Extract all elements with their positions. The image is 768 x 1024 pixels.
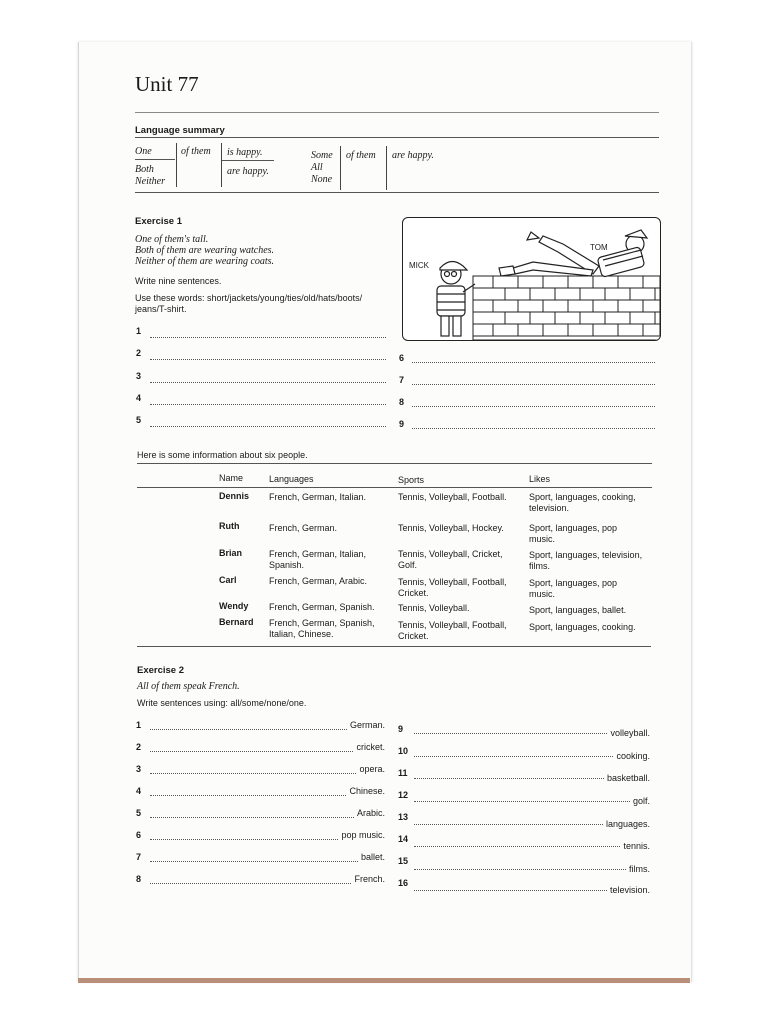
answer-line[interactable] [414, 756, 613, 757]
answer-number: 14 [398, 834, 409, 844]
cell-languages: French, German, Spanish. [269, 602, 375, 612]
summary-mini-rule [135, 159, 175, 160]
answer-line[interactable] [150, 795, 346, 796]
exercise1-instruction: Write nine sentences. [135, 276, 222, 286]
answer-end-word: pop music. [341, 830, 385, 840]
cell-likes: Sport, languages, ballet. [529, 605, 627, 615]
answer-end-word: television. [609, 885, 650, 895]
summary-neither: Neither [135, 176, 165, 187]
example-line: Both of them are wearing watches. [135, 245, 275, 256]
cell-languages: French, German. [269, 523, 338, 533]
summary-of-them: of them [181, 146, 211, 157]
answer-number: 9 [399, 419, 405, 429]
summary-divider [221, 143, 222, 187]
answer-line[interactable] [150, 839, 338, 840]
answer-end-word: films. [629, 864, 650, 874]
cell-likes: Sport, languages, pop music. [529, 523, 618, 544]
answer-number: 1 [136, 326, 142, 336]
answer-line-4[interactable] [150, 404, 386, 405]
answer-number: 8 [136, 874, 142, 884]
answer-number: 4 [136, 393, 142, 403]
cell-languages: French, German, Arabic. [269, 576, 368, 586]
exercise1-heading: Exercise 1 [135, 216, 183, 227]
cell-sports: Tennis, Volleyball, Cricket, Golf. [398, 549, 503, 570]
answer-line[interactable] [150, 773, 356, 774]
cell-sports: Tennis, Volleyball, Football, Cricket. [398, 577, 507, 598]
table-top-rule [137, 463, 652, 464]
answer-line[interactable] [150, 817, 354, 818]
cell-languages: French, German, Italian. [269, 492, 367, 502]
answer-number: 12 [398, 790, 409, 800]
summary-is-happy: is happy. [227, 147, 263, 158]
answer-line[interactable] [414, 801, 630, 802]
summary-divider [176, 143, 177, 187]
exercise2-example: All of them speak French. [137, 681, 240, 692]
answer-number: 4 [136, 786, 142, 796]
answer-line[interactable] [414, 869, 626, 870]
summary-of-them-2: of them [346, 150, 376, 161]
word-list-line: jeans/T-shirt. [135, 304, 187, 314]
cell-sports: Tennis, Volleyball, Football, Cricket. [398, 620, 507, 641]
answer-line-8[interactable] [412, 406, 655, 407]
summary-are-happy: are happy. [227, 166, 269, 177]
summary-none: None [311, 174, 333, 185]
answer-end-word: Chinese. [349, 786, 385, 796]
answer-number: 1 [136, 720, 142, 730]
header-likes: Likes [529, 474, 551, 484]
answer-end-word: cricket. [356, 742, 385, 752]
answer-line[interactable] [414, 824, 603, 825]
cell-sports: Tennis, Volleyball, Hockey. [398, 523, 504, 533]
answer-line[interactable] [150, 883, 351, 884]
summary-one: One [135, 146, 152, 157]
header-languages: Languages [269, 474, 314, 484]
cell-likes: Sport, languages, pop music. [529, 578, 618, 599]
answer-number: 3 [136, 371, 142, 381]
cartoon-label-tom: TOM [590, 243, 608, 252]
language-summary-heading: Language summary [135, 125, 225, 136]
cell-name: Bernard [219, 617, 254, 627]
answer-number: 5 [136, 808, 142, 818]
answer-number: 6 [136, 830, 142, 840]
answer-end-word: German. [349, 720, 385, 730]
answer-end-word: ballet. [360, 852, 385, 862]
cell-name: Ruth [219, 521, 240, 531]
page-edge [78, 978, 690, 983]
cell-likes: Sport, languages, cooking. [529, 622, 636, 632]
cell-name: Carl [219, 575, 237, 585]
word-list-line: Use these words: short/jackets/young/ties/old/hats/boots/ [135, 293, 363, 303]
summary-all: All [311, 162, 323, 173]
answer-end-word: volleyball. [610, 728, 650, 738]
info-intro: Here is some information about six people. [137, 450, 308, 460]
example-line: One of them's tall. [135, 234, 209, 245]
answer-number: 3 [136, 764, 142, 774]
answer-line[interactable] [150, 861, 358, 862]
answer-line-9[interactable] [412, 428, 655, 429]
answer-line[interactable] [150, 729, 347, 730]
cell-sports: Tennis, Volleyball. [398, 603, 470, 613]
cartoon-drawing [403, 218, 660, 340]
cell-name: Wendy [219, 601, 249, 611]
example-line: Neither of them are wearing coats. [135, 256, 275, 267]
answer-number: 15 [398, 856, 409, 866]
cell-likes: Sport, languages, cooking, television. [529, 492, 636, 513]
answer-number: 6 [399, 353, 405, 363]
answer-line-5[interactable] [150, 426, 386, 427]
answer-line[interactable] [150, 751, 353, 752]
cell-languages: French, German, Italian, Spanish. [269, 549, 367, 570]
answer-line[interactable] [414, 890, 607, 891]
answer-end-word: Arabic. [356, 808, 385, 818]
summary-are-happy-2: are happy. [392, 150, 434, 161]
unit-title: Unit 77 [135, 72, 199, 96]
table-header-rule [137, 487, 652, 488]
answer-line-7[interactable] [412, 384, 655, 385]
answer-number: 7 [399, 375, 405, 385]
answer-line[interactable] [414, 846, 620, 847]
header-name: Name [219, 473, 244, 483]
answer-line[interactable] [414, 778, 604, 779]
answer-end-word: cooking. [616, 751, 650, 761]
exercise1-example [135, 234, 274, 267]
summary-some: Some [311, 150, 333, 161]
exercise2-instruction: Write sentences using: all/some/none/one. [137, 698, 307, 708]
cell-likes: Sport, languages, television, films. [529, 550, 643, 571]
answer-end-word: golf. [632, 796, 650, 806]
answer-number: 7 [136, 852, 142, 862]
table-bottom-rule [137, 646, 651, 647]
answer-line-3[interactable] [150, 382, 386, 383]
answer-line-1[interactable] [150, 337, 386, 338]
answer-end-word: tennis. [623, 841, 650, 851]
summary-top-rule [135, 137, 659, 138]
exercise1-word-list [135, 293, 362, 315]
answer-number: 2 [136, 742, 142, 752]
answer-number: 13 [398, 812, 409, 822]
summary-bottom-rule [135, 192, 659, 193]
exercise2-heading: Exercise 2 [137, 665, 185, 676]
summary-mini-rule [222, 160, 274, 161]
cartoon-illustration [402, 217, 661, 341]
answer-number: 9 [398, 724, 404, 734]
cell-sports: Tennis, Volleyball, Football. [398, 492, 507, 502]
answer-number: 2 [136, 348, 142, 358]
answer-number: 11 [398, 768, 408, 778]
answer-line[interactable] [414, 733, 607, 734]
summary-divider [340, 146, 341, 190]
header-sports: Sports [398, 475, 425, 485]
answer-end-word: basketball. [606, 773, 650, 783]
answer-end-word: languages. [605, 819, 650, 829]
answer-line-6[interactable] [412, 362, 655, 363]
answer-number: 10 [398, 746, 409, 756]
cell-name: Dennis [219, 491, 250, 501]
cell-name: Brian [219, 548, 243, 558]
summary-both: Both [135, 164, 154, 175]
answer-number: 8 [399, 397, 405, 407]
answer-end-word: opera. [359, 764, 385, 774]
title-rule [135, 112, 659, 113]
cell-languages: French, German, Spanish, Italian, Chinese. [269, 618, 375, 639]
answer-end-word: French. [354, 874, 385, 884]
answer-number: 5 [136, 415, 142, 425]
summary-divider [386, 146, 387, 190]
cartoon-label-mick: MICK [409, 261, 429, 270]
answer-line-2[interactable] [150, 359, 386, 360]
answer-number: 16 [398, 878, 409, 888]
